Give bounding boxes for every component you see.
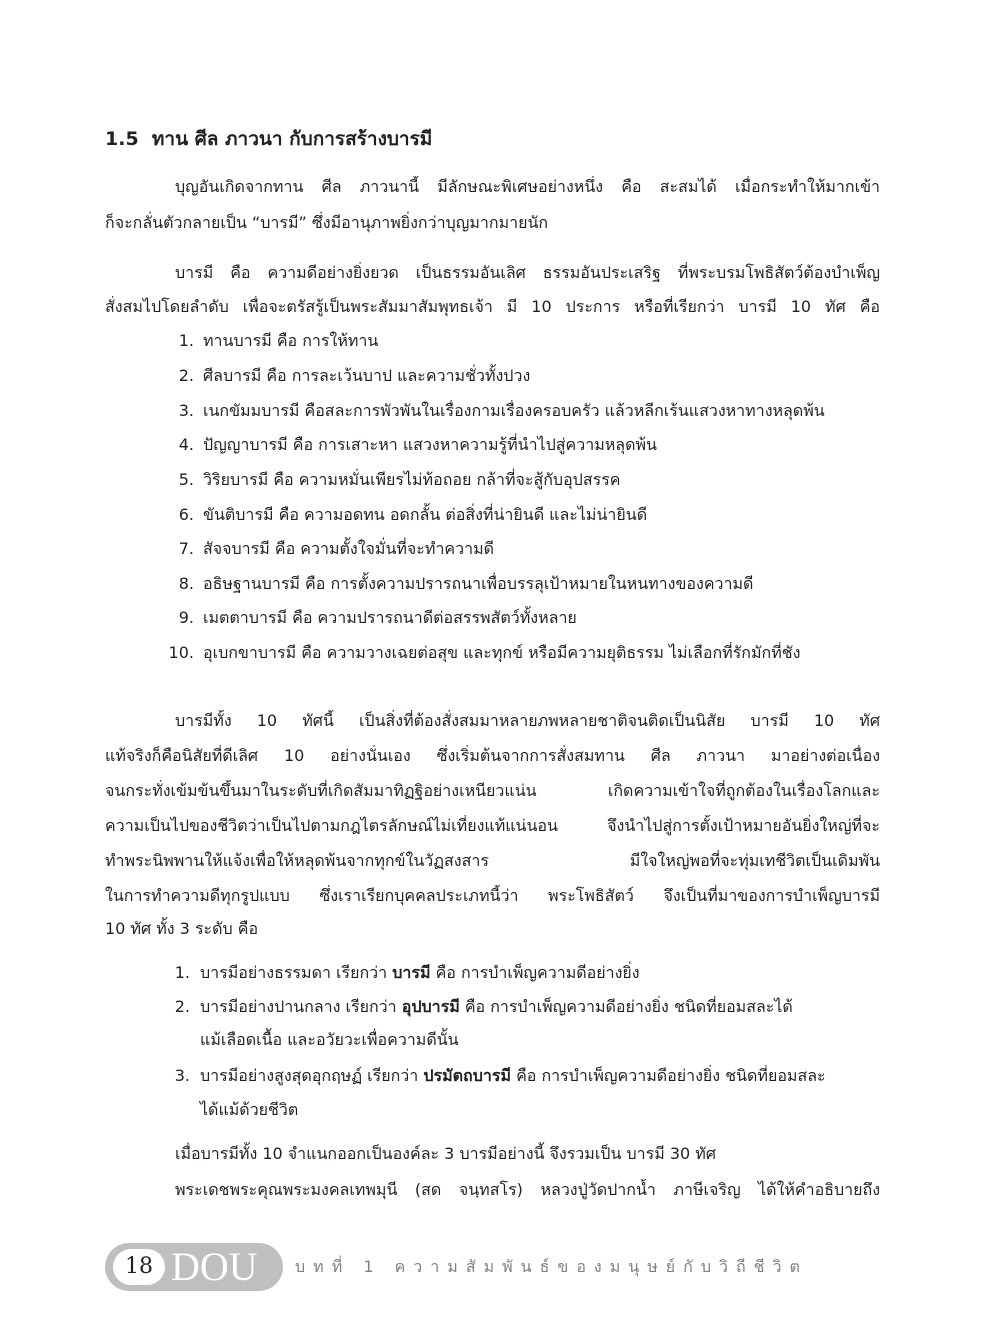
term-bold: บารมี: [392, 963, 431, 982]
list-item-text: บารมีอย่างปานกลาง เรียกว่า: [200, 997, 402, 1016]
list-item-number: 9.: [178, 608, 194, 627]
list-item-number: 2.: [178, 366, 194, 385]
term-bold: อุปบารมี: [401, 997, 460, 1016]
list-item-text: คือ การบำเพ็ญความดีอย่างยิ่ง ชนิดที่ยอมสละได้: [459, 997, 793, 1016]
list-item: ศีลบารมี คือ การละเว้นบาป และความชั่วทั้งปวง: [203, 366, 531, 385]
brand-logo: DOU: [171, 1244, 258, 1289]
term-bold: ปรมัตถบารมี: [423, 1066, 511, 1085]
paragraph-line: ความเป็นไปของชีวิตว่าเป็นไปตามกฎไตรลักษณ์ไม่เที่ยงแท้แน่นอน จึงนำไปสู่การตั้งเป้าหมายอันยิ่งใหญ่ที่จะ: [105, 816, 880, 835]
list-item-number: 3.: [174, 1066, 190, 1085]
list-item: ขันติบารมี คือ ความอดทน อดกลั้น ต่อสิ่งที่น่ายินดี และไม่น่ายินดี: [203, 505, 648, 524]
list-item-number: 4.: [178, 435, 194, 454]
list-item-number: 1.: [174, 963, 190, 982]
chapter-title: บทที่ 1 ความสัมพันธ์ของมนุษย์กับวิถีชีวิต: [295, 1257, 808, 1276]
list-item-text: คือ การบำเพ็ญความดีอย่างยิ่ง ชนิดที่ยอมสละ: [511, 1066, 826, 1085]
list-item: สัจจบารมี คือ ความตั้งใจมั่นที่จะทำความดี: [203, 539, 495, 558]
paragraph-line: เมื่อบารมีทั้ง 10 จำแนกออกเป็นองค์ละ 3 บารมีอย่างนี้ จึงรวมเป็น บารมี 30 ทัศ: [175, 1144, 716, 1163]
paragraph-line: บารมีทั้ง 10 ทัศนี้ เป็นสิ่งที่ต้องสั่งสมมาหลายภพหลายชาติจนติดเป็นนิสัย บารมี 10 ทัศ: [175, 711, 880, 730]
list-item: อธิษฐานบารมี คือ การตั้งความปรารถนาเพื่อบรรลุเป้าหมายในหนทางของความดี: [203, 574, 754, 593]
list-item-number: 1.: [178, 331, 194, 350]
list-item-text: คือ การบำเพ็ญความดีอย่างยิ่ง: [430, 963, 640, 982]
list-item: อุเบกขาบารมี คือ ความวางเฉยต่อสุข และทุกข์ หรือมีความยุติธรรม ไม่เลือกที่รักมักที่ชัง: [203, 643, 801, 662]
section-heading: [105, 124, 432, 154]
paragraph-line: บุญอันเกิดจากทาน ศีล ภาวนานี้ มีลักษณะพิเศษอย่างหนึ่ง คือ สะสมได้ เมื่อกระทำให้มากเข้า: [175, 177, 880, 196]
paragraph-line: แท้จริงก็คือนิสัยที่ดีเลิศ 10 อย่างนั่นเอง ซึ่งเริ่มต้นจากการสั่งสมทาน ศีล ภาวนา มาอย่างต่อเนื่อง: [105, 746, 880, 765]
list-item-number: 5.: [178, 470, 194, 489]
list-item: ปัญญาบารมี คือ การเสาะหา แสวงหาความรู้ที่นำไปสู่ความหลุดพ้น: [203, 435, 657, 454]
list-item-number: 8.: [178, 574, 194, 593]
paragraph-line: 10 ทัศ ทั้ง 3 ระดับ คือ: [105, 919, 259, 938]
paragraph-line: สั่งสมไปโดยลำดับ เพื่อจะตรัสรู้เป็นพระสัมมาสัมพุทธเจ้า มี 10 ประการ หรือที่เรียกว่า บารมี 10 ทัศ คือ: [105, 297, 880, 316]
list-item: [200, 962, 640, 984]
list-item: วิริยบารมี คือ ความหมั่นเพียรไม่ท้อถอย กล้าที่จะสู้กับอุปสรรค: [203, 470, 621, 489]
section-title: ทาน ศีล ภาวนา กับการสร้างบารมี: [151, 128, 433, 150]
list-item-text: บารมีอย่างธรรมดา เรียกว่า: [200, 963, 393, 982]
list-item: ทานบารมี คือ การให้ทาน: [203, 331, 379, 350]
list-item-number: 2.: [174, 997, 190, 1016]
list-item: เมตตาบารมี คือ ความปรารถนาดีต่อสรรพสัตว์ทั้งหลาย: [203, 608, 577, 627]
page-number: 18: [125, 1254, 153, 1279]
list-item: [200, 1065, 880, 1087]
list-item-number: 7.: [178, 539, 194, 558]
paragraph-line: บารมี คือ ความดีอย่างยิ่งยวด เป็นธรรมอันเลิศ ธรรมอันประเสริฐ ที่พระบรมโพธิสัตว์ต้องบำเพ็ญ: [175, 263, 880, 282]
section-number: 1.5: [105, 128, 139, 150]
list-item-number: 10.: [168, 643, 194, 662]
paragraph-line: พระเดชพระคุณพระมงคลเทพมุนี (สด จนฺทสโร) หลวงปู่วัดปากน้ำ ภาษีเจริญ ได้ให้คำอธิบายถึง: [175, 1180, 880, 1199]
page-footer: [105, 1243, 905, 1291]
list-item-number: 6.: [178, 505, 194, 524]
list-item-continuation: ได้แม้ด้วยชีวิต: [200, 1100, 299, 1119]
list-item-text: บารมีอย่างสูงสุดอุกฤษฏ์ เรียกว่า: [200, 1066, 424, 1085]
list-item-number: 3.: [178, 401, 194, 420]
paragraph-line: ก็จะกลั่นตัวกลายเป็น “บารมี” ซึ่งมีอานุภาพยิ่งกว่าบุญมากมายนัก: [105, 213, 549, 232]
paragraph-line: ในการทำความดีทุกรูปแบบ ซึ่งเราเรียกบุคคลประเภทนี้ว่า พระโพธิสัตว์ จึงเป็นที่มาของการบำเพ็ญบารมี: [105, 886, 880, 905]
paragraph-line: ทำพระนิพพานให้แจ้งเพื่อให้หลุดพ้นจากทุกข์ในวัฏสงสาร มีใจใหญ่พอที่จะทุ่มเทชีวิตเป็นเดิมพัน: [105, 851, 880, 870]
list-item-continuation: แม้เลือดเนื้อ และอวัยวะเพื่อความดีนั้น: [200, 1030, 459, 1049]
list-item: เนกขัมมบารมี คือสละการพัวพันในเรื่องกามเรื่องครอบครัว แล้วหลีกเร้นแสวงหาทางหลุดพ้น: [203, 401, 825, 420]
paragraph-line: จนกระทั่งเข้มข้นขึ้นมาในระดับที่เกิดสัมมาทิฏฐิอย่างเหนียวแน่น เกิดความเข้าใจที่ถูกต้องในเรื่องโลกและ: [105, 781, 880, 800]
list-item: [200, 996, 880, 1018]
